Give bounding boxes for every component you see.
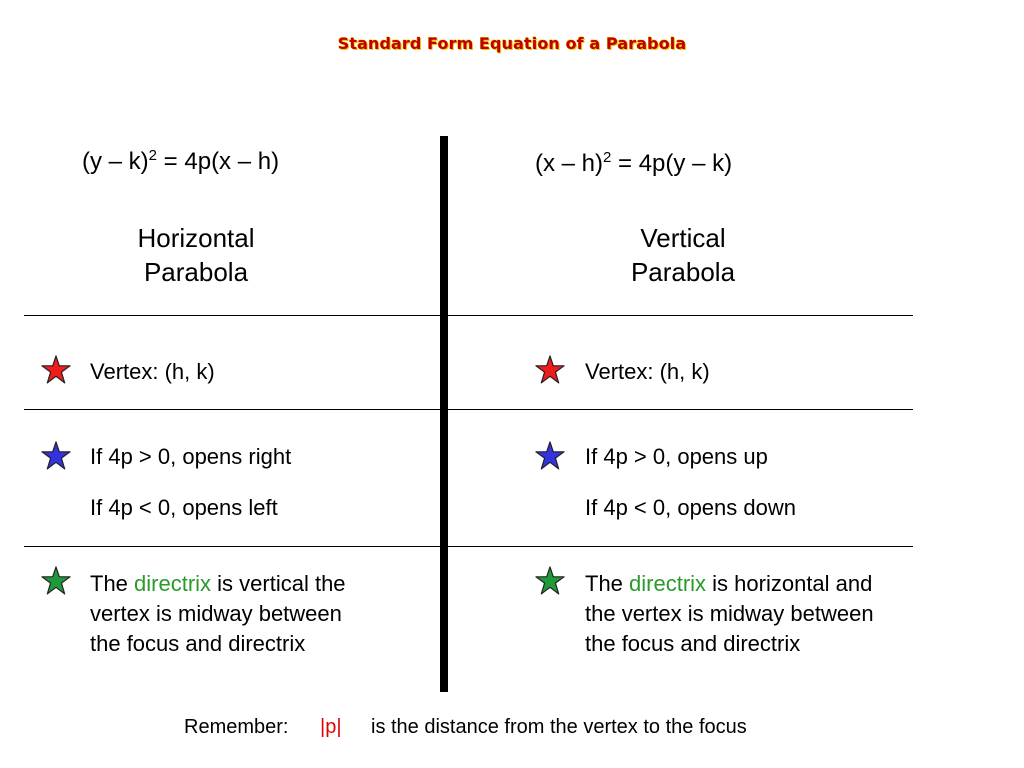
center-divider <box>440 136 448 692</box>
horizontal-heading <box>96 221 296 289</box>
directrix-line-2: the vertex is midway between <box>585 601 874 626</box>
equation-part: (y – k) <box>82 148 149 175</box>
equation-part: (x – h) <box>535 150 604 177</box>
vertex-text: Vertex: (h, k) <box>585 359 710 384</box>
row-divider-2 <box>24 409 913 410</box>
remember-text: is the distance from the vertex to the focus <box>371 716 747 738</box>
vertical-heading <box>583 221 783 289</box>
row-divider-3 <box>24 546 913 547</box>
abs-p-symbol: |p| <box>320 716 342 738</box>
directrix-line-3: the focus and directrix <box>90 631 306 656</box>
heading-line: Parabola <box>143 257 249 287</box>
row-divider-1 <box>24 315 913 316</box>
equation-part: = 4p(x – h) <box>157 148 280 175</box>
opens-positive-text: If 4p > 0, opens right <box>90 444 292 469</box>
opens-negative-text: If 4p < 0, opens down <box>585 495 796 520</box>
directrix-text <box>90 569 346 659</box>
heading-line: Vertical <box>640 223 726 253</box>
directrix-prefix: The <box>90 571 135 596</box>
green-star-icon <box>41 566 71 596</box>
directrix-line-1 <box>585 569 874 599</box>
directrix-word: directrix <box>134 571 212 596</box>
heading-line: Parabola <box>630 257 736 287</box>
horizontal-equation <box>82 148 279 176</box>
remember-label: Remember: <box>184 716 289 738</box>
opens-negative-text: If 4p < 0, opens left <box>90 495 278 520</box>
directrix-suffix: is horizontal and <box>706 571 873 596</box>
blue-star-icon <box>41 441 71 471</box>
green-star-icon <box>535 566 565 596</box>
blue-star-icon <box>535 441 565 471</box>
red-star-icon <box>41 355 71 385</box>
directrix-prefix: The <box>585 571 630 596</box>
heading-line: Horizontal <box>137 223 255 253</box>
equation-part: = 4p(y – k) <box>611 150 733 177</box>
vertical-equation <box>535 150 732 178</box>
directrix-word: directrix <box>629 571 707 596</box>
red-star-icon <box>535 355 565 385</box>
directrix-text <box>585 569 874 659</box>
directrix-line-3: the focus and directrix <box>585 631 801 656</box>
equation-exponent: 2 <box>148 147 158 164</box>
directrix-suffix: is vertical the <box>211 571 346 596</box>
directrix-line-2: vertex is midway between <box>90 601 342 626</box>
vertex-text: Vertex: (h, k) <box>90 359 215 384</box>
page-title: Standard Form Equation of a Parabola <box>337 34 687 53</box>
directrix-line-1 <box>90 569 346 599</box>
opens-positive-text: If 4p > 0, opens up <box>585 444 768 469</box>
equation-exponent: 2 <box>603 149 612 166</box>
